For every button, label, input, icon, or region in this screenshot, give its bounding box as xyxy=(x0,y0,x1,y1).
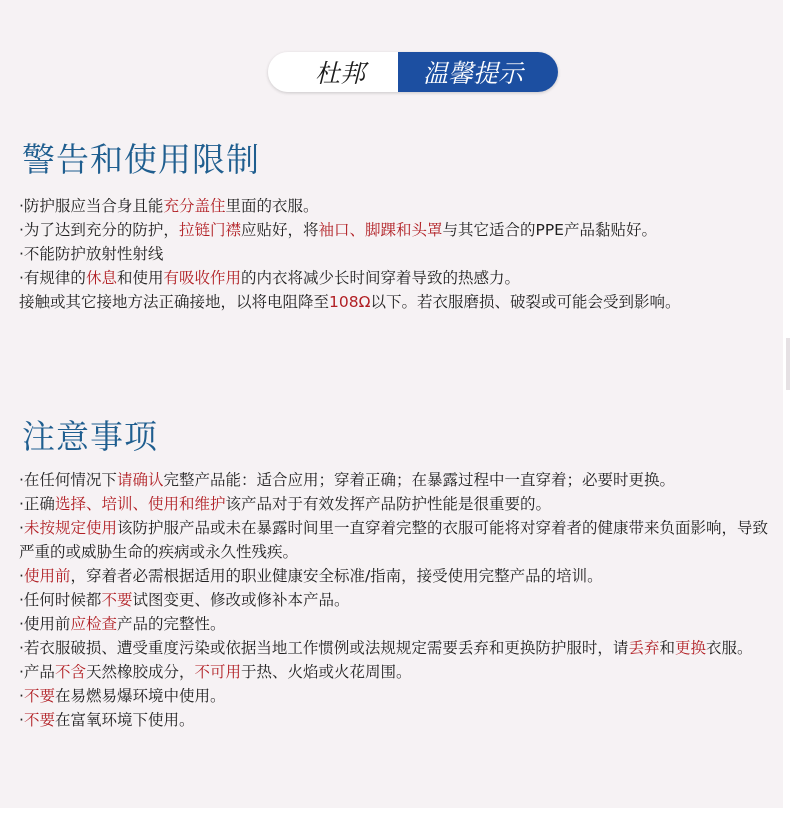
highlight-text: 休息 xyxy=(85,269,117,287)
highlight-text: 充分盖住 xyxy=(163,197,226,215)
body-text: 天然橡胶成分， xyxy=(85,663,195,681)
body-text: 应贴好，将 xyxy=(240,221,319,239)
warning-item xyxy=(19,266,769,290)
body-text: ·有规律的 xyxy=(19,269,86,287)
note-item xyxy=(19,636,769,660)
warnings-list xyxy=(19,194,769,314)
warning-item xyxy=(19,194,769,218)
highlight-text: 不含 xyxy=(54,663,86,681)
highlight-text: 更换 xyxy=(674,639,706,657)
highlight-text: 108Ω xyxy=(329,293,371,311)
warning-item xyxy=(19,290,769,314)
body-text: ·正确 xyxy=(19,495,55,513)
body-text: 里面的衣服。 xyxy=(225,197,319,215)
highlight-text: 选择、培训、使用和维护 xyxy=(54,495,226,513)
warnings-heading: 警告和使用限制 xyxy=(22,140,260,179)
highlight-text: 有吸收作用 xyxy=(163,269,241,287)
highlight-text: 使用前 xyxy=(23,567,71,585)
note-item xyxy=(19,468,769,492)
body-text: · xyxy=(19,687,24,705)
body-text: 在易燃易爆环境中使用。 xyxy=(54,687,226,705)
body-text: ·为了达到充分的防护， xyxy=(19,221,179,239)
body-text: 和使用 xyxy=(116,269,164,287)
body-text: 接触或其它接地方法正确接地，以将电阻降至 xyxy=(19,293,330,311)
body-text: 在富氧环境下使用。 xyxy=(54,711,195,729)
highlight-text: 未按规定使用 xyxy=(23,519,117,537)
note-item xyxy=(19,660,769,684)
body-text: ·若衣服破损、遭受重度污染或依据当地工作惯例或法规规定需要丢弃和更换防护服时，请 xyxy=(19,639,629,657)
body-text: 和 xyxy=(659,639,675,657)
highlight-text: 不可用 xyxy=(194,663,241,681)
highlight-text: 请确认 xyxy=(116,471,164,489)
notes-list xyxy=(19,468,769,732)
body-text: ·在任何情况下 xyxy=(19,471,117,489)
body-text: ·使用前 xyxy=(19,615,71,633)
body-text: ·不能防护放射性射线 xyxy=(19,245,164,263)
body-text: · xyxy=(19,711,24,729)
body-text: 该防护服产品或未在暴露时间里一直穿着完整的衣服可能将对穿着者的健康带来负面影响，导致严重的或威胁生命的疾病或永久性残疾。 xyxy=(19,519,768,561)
notes-heading: 注意事项 xyxy=(22,417,158,456)
note-item xyxy=(19,588,769,612)
body-text: 以下。若衣服磨损、破裂或可能会受到影响。 xyxy=(370,293,681,311)
body-text: 衣服。 xyxy=(705,639,753,657)
right-edge-mark xyxy=(786,338,790,390)
body-text: 试图变更、修改或修补本产品。 xyxy=(132,591,350,609)
note-item xyxy=(19,708,769,732)
highlight-text: 丢弃 xyxy=(628,639,660,657)
note-item xyxy=(19,564,769,588)
body-text: 完整产品能：适合应用；穿着正确；在暴露过程中一直穿着；必要时更换。 xyxy=(163,471,675,489)
body-text: ·防护服应当合身且能 xyxy=(19,197,164,215)
body-text: · xyxy=(19,567,24,585)
body-text: 该产品对于有效发挥产品防护性能是很重要的。 xyxy=(225,495,551,513)
highlight-text: 拉链门襟 xyxy=(178,221,241,239)
brand-label: 杜邦 xyxy=(268,52,398,92)
warning-item xyxy=(19,218,769,242)
note-item xyxy=(19,492,769,516)
body-text: 的内衣将减少长时间穿着导致的热感力。 xyxy=(240,269,520,287)
note-item xyxy=(19,684,769,708)
highlight-text: 不要 xyxy=(23,687,55,705)
body-text: · xyxy=(19,519,24,537)
highlight-text: 应检查 xyxy=(70,615,117,633)
tips-title: 温馨提示 xyxy=(398,52,558,92)
body-text: ，穿着者必需根据适用的职业健康安全标准/指南，接受使用完整产品的培训。 xyxy=(70,567,603,585)
note-item xyxy=(19,612,769,636)
body-text: 与其它适合的PPE产品黏贴好。 xyxy=(442,221,657,239)
body-text: ·产品 xyxy=(19,663,55,681)
body-text: ·任何时候都 xyxy=(19,591,102,609)
highlight-text: 袖口、脚踝和头罩 xyxy=(318,221,443,239)
highlight-text: 不要 xyxy=(101,591,133,609)
warning-item xyxy=(19,242,769,266)
body-text: 产品的完整性。 xyxy=(116,615,226,633)
body-text: 于热、火焰或火花周围。 xyxy=(240,663,412,681)
right-edge-strip xyxy=(783,0,790,808)
tips-badge xyxy=(268,52,558,92)
note-item xyxy=(19,516,769,564)
highlight-text: 不要 xyxy=(23,711,55,729)
